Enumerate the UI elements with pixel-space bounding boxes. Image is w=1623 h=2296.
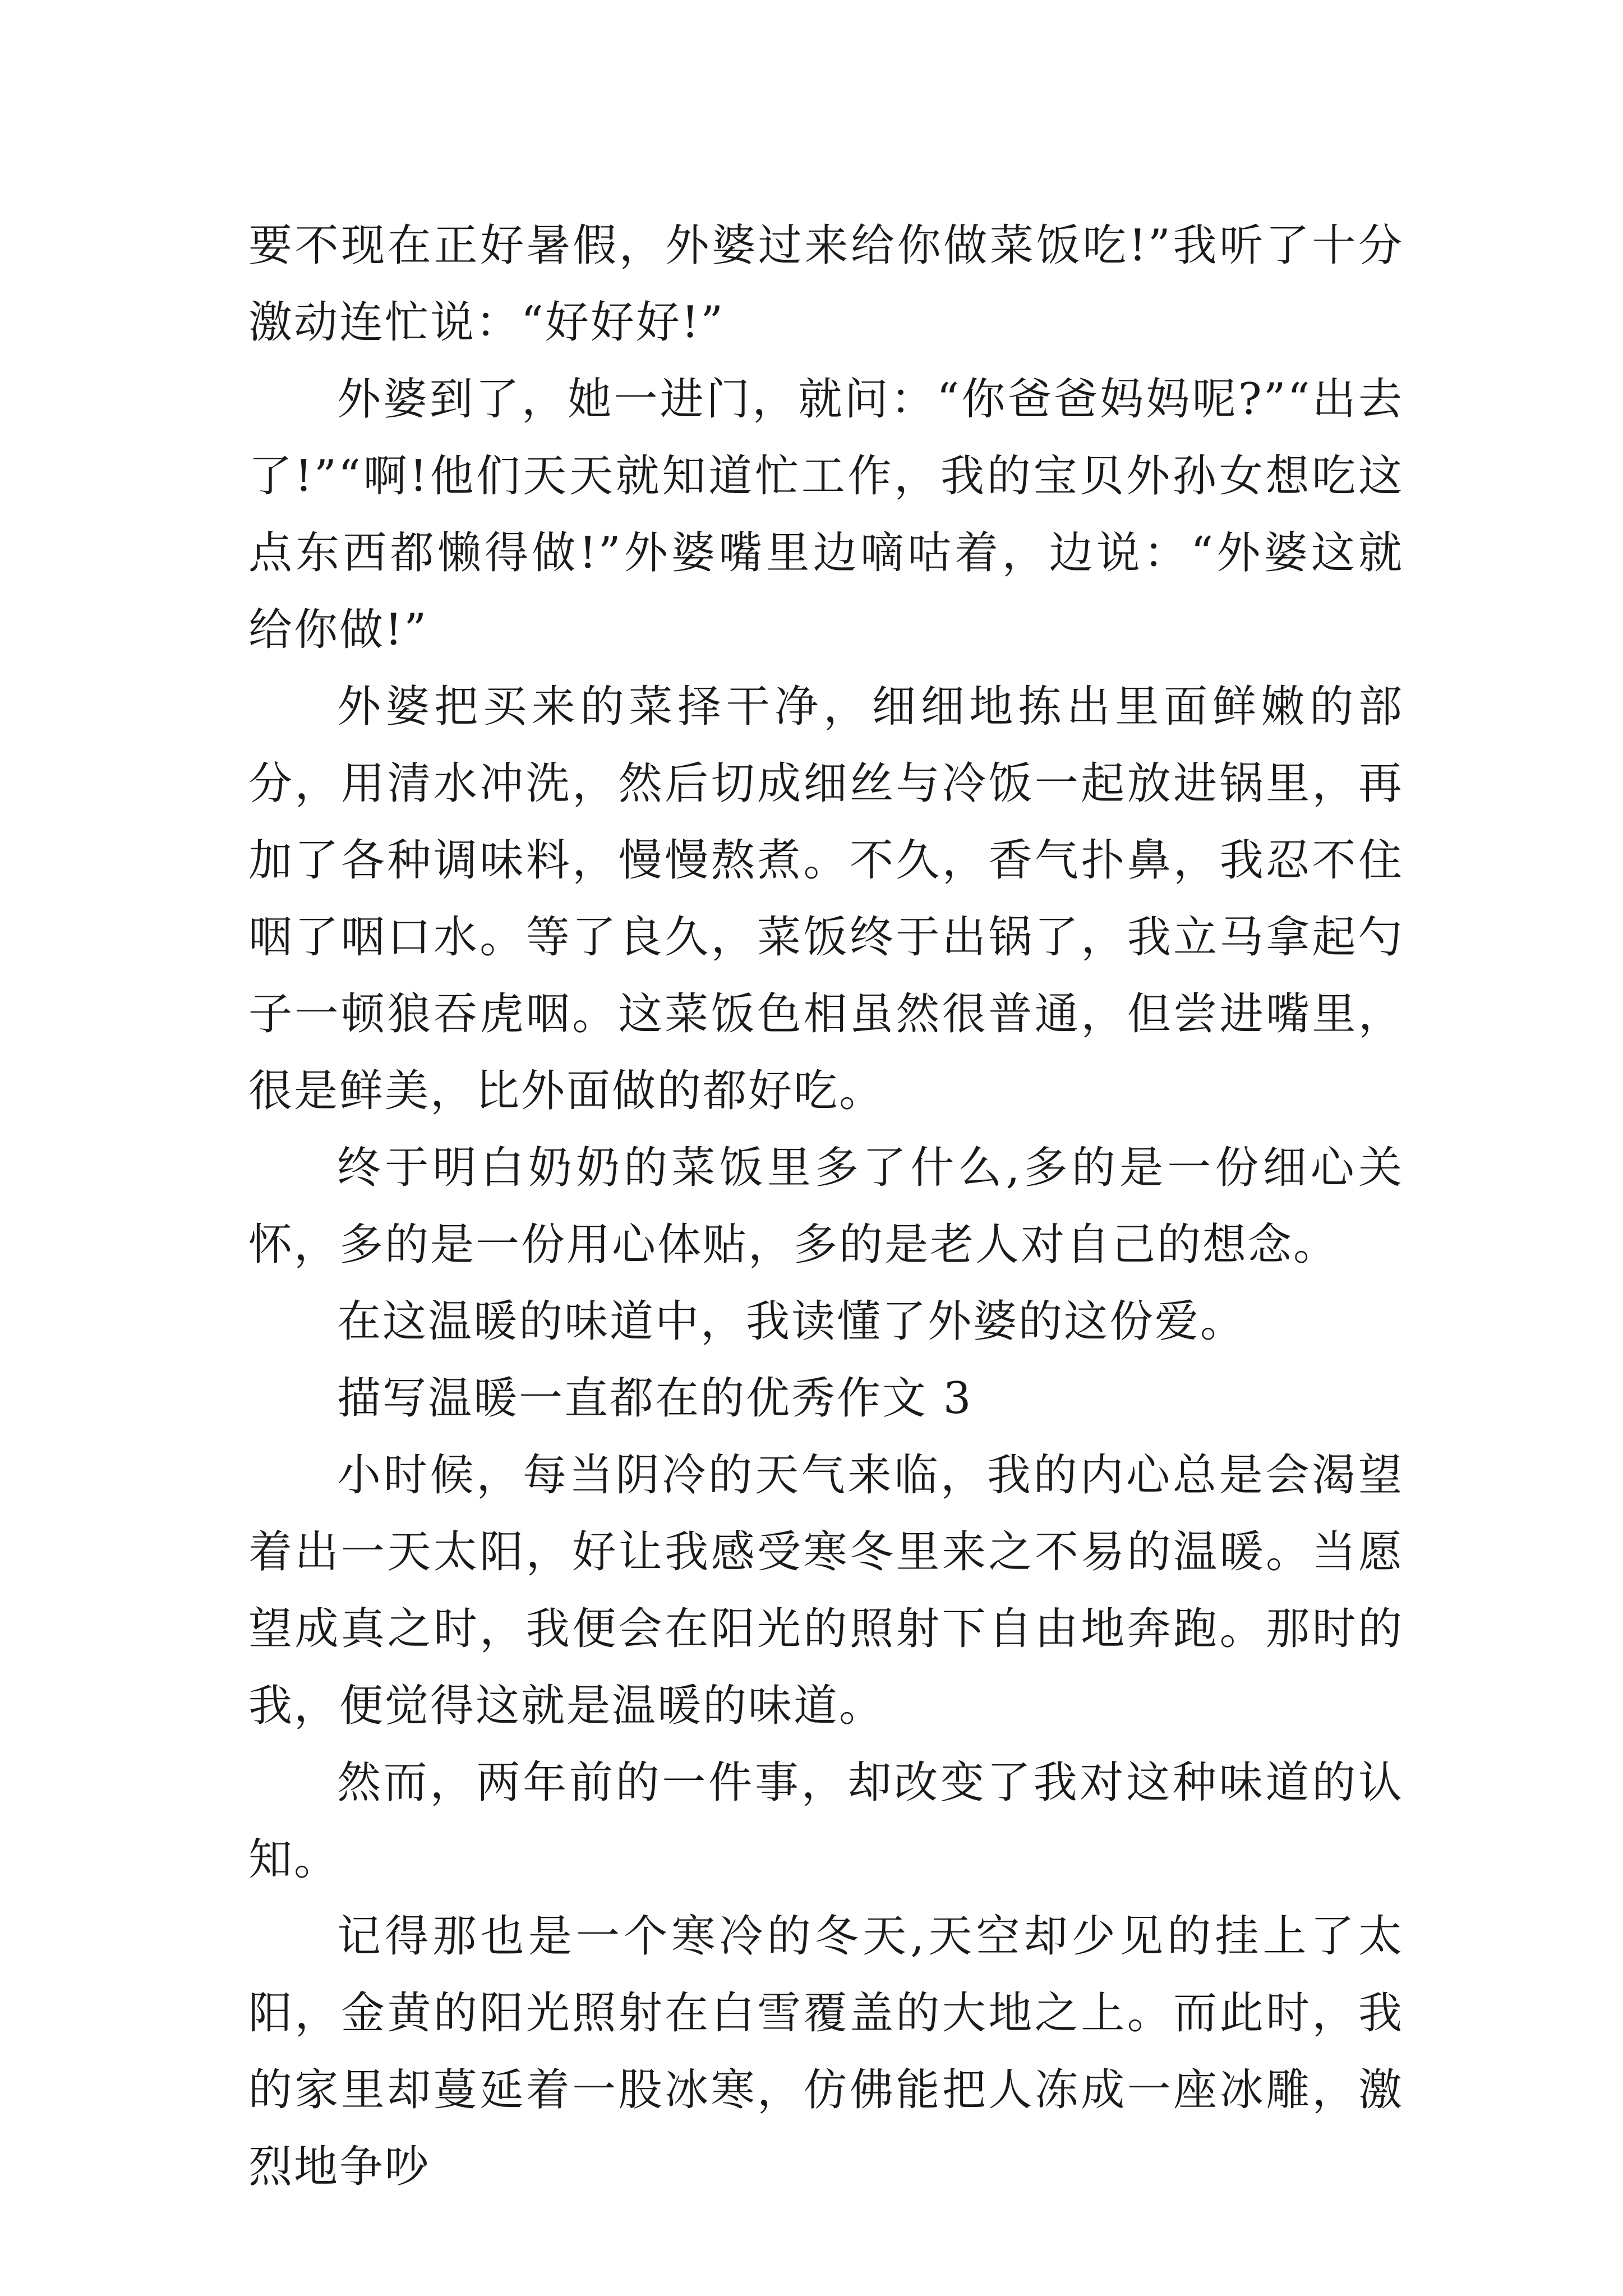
paragraph-8: 然而，两年前的一件事，却改变了我对这种味道的认知。 bbox=[248, 1757, 1404, 1885]
paragraph-5: 在这温暖的味道中，我读懂了外婆的这份爱。 bbox=[337, 1296, 1246, 1347]
paragraph-3: 外婆把买来的菜择干净，细细地拣出里面鲜嫩的部分，用清水冲洗，然后切成细丝与冷饭一起放进锅里，再加了各种调味料，慢慢熬煮。不久，香气扑鼻，我忍不住咽了咽口水。等了良久，菜饭终于出锅了，我立马拿起勺子一顿狼吞虎咽。这菜饭色相虽然很普通，但尝进嘴里，很是鲜美，比外面做的都好吃。 bbox=[248, 682, 1404, 1116]
paragraph-7: 小时候，每当阴冷的天气来临，我的内心总是会渴望着出一天太阳，好让我感受寒冬里来之不易的温暖。当愿望成真之时，我便会在阳光的照射下自由地奔跑。那时的我，便觉得这就是温暖的味道。 bbox=[248, 1450, 1404, 1731]
paragraph-1: 要不现在正好暑假，外婆过来给你做菜饭吃!”我听了十分激动连忙说：“好好好!” bbox=[248, 220, 1404, 348]
paragraph-9: 记得那也是一个寒冷的冬天,天空却少见的挂上了太阳，金黄的阳光照射在白雪覆盖的大地之上。而此时，我的家里却蔓延着一股冰寒，仿佛能把人冻成一座冰雕，激烈地争吵 bbox=[248, 1911, 1404, 2192]
paragraph-4: 终于明白奶奶的菜饭里多了什么,多的是一份细心关怀，多的是一份用心体贴，多的是老人对自己的想念。 bbox=[248, 1143, 1404, 1270]
section-heading: 描写温暖一直都在的优秀作文 3 bbox=[337, 1373, 973, 1424]
paragraph-2: 外婆到了，她一进门，就问：“你爸爸妈妈呢?”“出去了!”“啊!他们天天就知道忙工作，我的宝贝外孙女想吃这点东西都懒得做!”外婆嘴里边嘀咕着，边说：“外婆这就给你做!” bbox=[248, 374, 1404, 655]
document-body bbox=[248, 208, 1404, 2206]
